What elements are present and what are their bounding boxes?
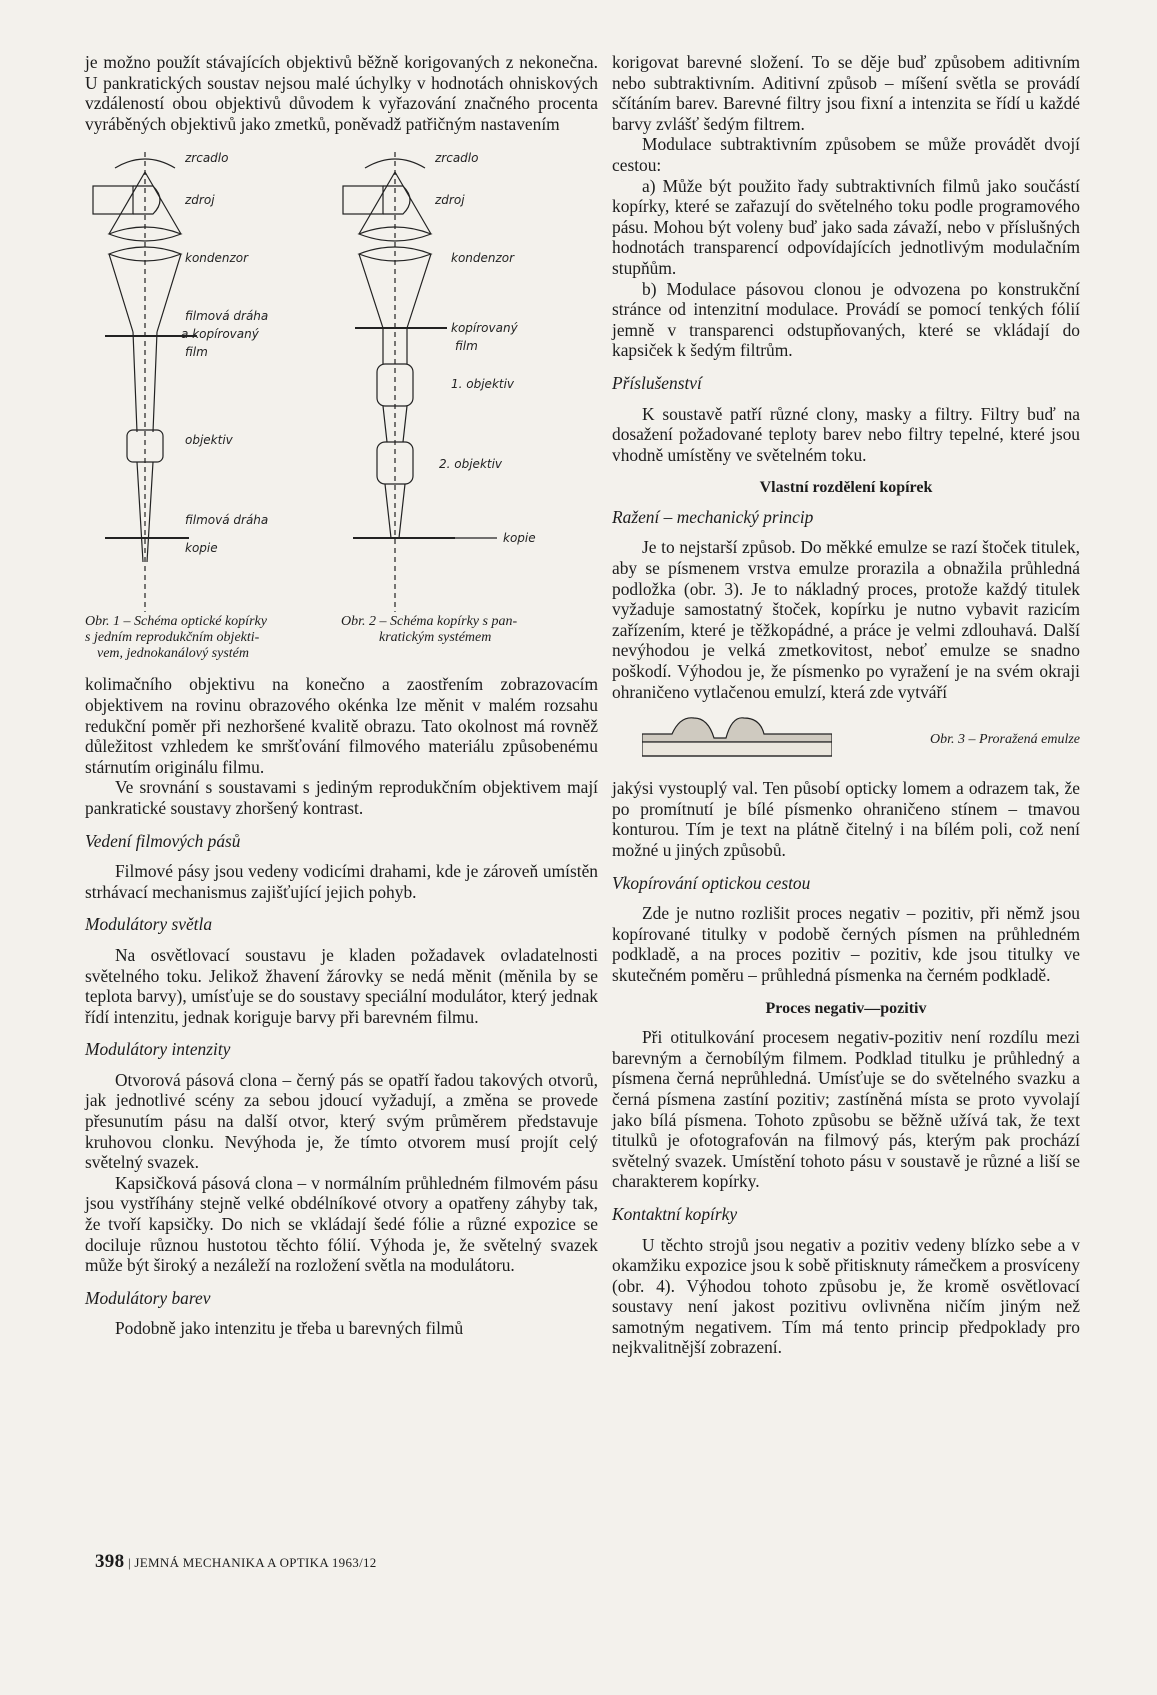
right-column <box>612 52 1080 1358</box>
fig1-label-track1: filmová dráha <box>185 309 269 324</box>
paragraph-mod-svetla: Na osvětlovací soustavu je kladen požadavek ovladatelnosti světelného toku. Jelikož žhavení žárovky se nedá měnit (měnila by se teplota barvy), umísťuje se do soustavy speciální modulátor, který jednak řídí intenzitu, jednak koriguje barvy při barevném filmu. <box>85 944 598 1027</box>
paragraph-mod-barev: Podobně jako intenzitu je třeba u barevných filmů <box>115 1318 464 1339</box>
fig1-label-copy: kopie <box>185 541 218 556</box>
paragraph-continue: korigovat barevné složení. To se děje buď způsobem aditivním nebo subtraktivním. Aditivní způsob – míšení světla se provádí sčítáním barev. Barevné filtry jsou fixní a intenzita se řídí u každé barvy zvlášť šedým filtrem. <box>612 52 1080 134</box>
fig1-caption: Obr. 1 – Schéma optické kopírky s jedním reprodukčním objekti- vem, jednokanálový systém <box>85 614 267 662</box>
paragraph-b: b) Modulace pásovou clonou je odvozena po konstrukční stránce od intenzitní modulace. Provádí se pomocí tenkých fólií jemně v transparenci odstupňovaných, které se vkládají do kapsiček k šedým filtrům. <box>612 278 1080 361</box>
heading-mod-barev: Modulátory barev <box>85 1287 211 1308</box>
fig3-emulsion-profile <box>642 718 832 742</box>
heading-prislusenstvi: Příslušenství <box>612 372 702 393</box>
fig2-label-mirror: zrcadlo <box>435 151 479 166</box>
fig1-label-condenser: kondenzor <box>185 251 249 266</box>
heading-kontaktni: Kontaktní kopírky <box>612 1203 738 1224</box>
paragraph-kontaktni: U těchto strojů jsou negativ a pozitiv vedeny blízko sebe a v okamžiku expozice jsou k sobě přitisknuty rámečkem a prosvíceny (obr. 4). Výhodou tohoto způsobu je, že kromě osvětlovací soustavy není jakost pozitivu ovlivněna ničím jiným než samotným negativem. Tím má tento princip předpoklady pro nejkvalitnější zobrazení. <box>612 1234 1080 1358</box>
paragraph-mod-intenzity-2: Kapsičková pásová clona – v normálním průhledném filmovém pásu jsou vystříhány stejně velké obdélníkové otvory a opatřeny záhyby tak, že tvoří kapsičky. Do nich se vkládají šedé fólie a různé expozice se dociluje různou hustotou těchto fólií. Výhoda je, že světelný svazek může být široký a nezáleží na rozložení světla na modulátoru. <box>85 1172 598 1276</box>
paragraph-vedeni: Filmové pásy jsou vedeny vodicími drahami, kde je zároveň umístěn strhávací mechanismus zajišťující jejich pohyb. <box>85 861 598 902</box>
heading-mod-intenzity: Modulátory intenzity <box>85 1039 231 1060</box>
heading-mod-svetla: Modulátory světla <box>85 914 213 935</box>
paragraph-intro: je možno použít stávajících objektivů běžně korigovaných z nekonečna. U pankratických soustav nejsou malé úchylky v hodnotách ohniskových vzdáleností obou objektivů důvodem k vyřazování značného procenta vyráběných objektivů jako zmetků, poněvadž patřičným nastavením <box>85 52 598 134</box>
heading-vkopirovani: Vkopírování optickou cestou <box>612 872 811 893</box>
page-footer <box>95 1551 377 1573</box>
embossed-emulsion-diagram <box>642 708 832 768</box>
footer-separator: | <box>127 1555 135 1570</box>
figure-3 <box>612 708 1080 778</box>
fig2-label-condenser: kondenzor <box>451 251 515 266</box>
paragraph-mod-intenzity-1: Otvorová pásová clona – černý pás se opatří řadou takových otvorů, jak jednotlivé scény za sebou jdoucí vyžadují, a změna se provede přesunutím pásu na další otvor, který svým průměrem představuje kruhovou clonku. Nevýhoda je, že tímto otvorem musí projít celý světelný svazek. <box>85 1069 598 1173</box>
paragraph-a: a) Může být použito řady subtraktivních filmů jako součástí kopírky, které se zařazují do světelného toku podle programového pásu. Mohou být voleny buď jako sada závaží, nebo v příslušných hodnotách transparencí odpovídajících jednotlivým modulačním stupňům. <box>612 175 1080 278</box>
figures-1-2 <box>85 142 598 614</box>
fig3-base <box>642 742 832 756</box>
fig1-label-copy-track: filmová dráha <box>185 513 269 528</box>
fig1-source <box>93 186 133 214</box>
paragraph-razeni: Je to nejstarší způsob. Do měkké emulze se razí štoček titulek, aby se písmenem vrstva emulze prorazila a obnažila průhledná podložka (obr. 3). Je to nákladný proces, protože každý titulek vyžaduje samostatný štoček, kopírku je nutno vybavit razicím zařízením, které je těžkopádné, a práce je velmi zdlouhavá. Další nevýhodou je velká zmetkovitost, neboť emulze se snadno poškodí. Výhodou je, že písmenko po vyražení je na svém okraji ohraničeno vytlačenou emulzí, která zde vytváří <box>612 537 1080 702</box>
fig2-label-obj1: 1. objektiv <box>451 377 515 392</box>
paragraph-proces: Při otitulkování procesem negativ-pozitiv není rozdílu mezi barevným a černobílým filmem. Podklad titulku je průhledný a písmena černá neprůhledná. Umísťuje se do světelného svazku a černá písmena zastíní pozitiv; zastíněná místa se proto vyvolají jako bílá písmena. Tohoto způsobu se běžně užívá tak, že text titulků je ofotografován na filmový pás, kterým pak prochází světelný svazek. Umístění tohoto pásu v soustavě je různé a liší se charakterem kopírky. <box>612 1027 1080 1192</box>
paragraph-prislusenstvi: K soustavě patří různé clony, masky a filtry. Filtry buď na dosažení požadované teploty barev nebo filtry tepelné, které jsou vhodně umístěny ve světelném toku. <box>612 403 1080 465</box>
heading-proces: Proces negativ—pozitiv <box>765 999 927 1017</box>
fig2-label-copy: kopie <box>503 531 536 546</box>
paragraph-subtractive: Modulace subtraktivním způsobem se může provádět dvojí cestou: <box>612 134 1080 175</box>
fig2-source <box>343 186 383 214</box>
heading-vlastni-rozdeleni: Vlastní rozdělení kopírek <box>759 479 933 497</box>
fig2-label-film1: kopírovaný <box>451 321 518 336</box>
fig1-label-mirror: zrcadlo <box>185 151 229 166</box>
fig2-caption: Obr. 2 – Schéma kopírky s pan- kratickým systémem <box>341 614 518 646</box>
paragraph-colimation: kolimačního objektivu na konečno a zaostřením zobrazovacím objektivem na rovinu obrazového okénka lze měnit v malém rozsahu redukční poměr při nezhoršené kvalitě obrazu. Tato okolnost má rovněž důležitost vzhledem ke smršťování filmového materiálu způsobenému stárnutím originálu filmu. <box>85 674 598 777</box>
journal-name: JEMNÁ MECHANIKA A OPTIKA 1963/12 <box>134 1555 377 1570</box>
paragraph-compare: Ve srovnání s soustavami s jediným reprodukčním objektivem mají pankratické soustavy zhoršený kontrast. <box>85 777 598 818</box>
fig2-label-obj2: 2. objektiv <box>439 457 503 472</box>
fig1-label-objective: objektiv <box>185 433 233 448</box>
fig2-label-film2: film <box>455 339 478 354</box>
fig3-caption: Obr. 3 – Proražená emulze <box>930 732 1080 748</box>
page-number: 398 <box>95 1551 125 1572</box>
fig1-label-track3: film <box>185 345 208 360</box>
fig1-label-source: zdroj <box>185 193 215 208</box>
left-column <box>85 52 598 1339</box>
optical-schematic-diagrams <box>85 142 598 614</box>
paragraph-val: jakýsi vystouplý val. Ten působí opticky lomem a odrazem tak, že po promítnutí je bílé písmenko ohraničeno stínem – tmavou konturou. Tím je text na plátně čitelný i na bílém poli, což není možné u jiných způsobů. <box>612 778 1080 860</box>
paragraph-vkopirovani: Zde je nutno rozlišit proces negativ – pozitiv, při němž jsou kopírované titulky v podobě černých písmen na průhledném podkladě, a na proces pozitiv – pozitiv, kde jsou titulky ve skutečném poměru – průhledná písmenka na černém podkladě. <box>612 903 1080 985</box>
heading-vedeni: Vedení filmových pásů <box>85 830 241 851</box>
figure-captions <box>85 614 598 674</box>
heading-razeni: Ražení – mechanický princip <box>612 506 814 527</box>
fig2-label-source: zdroj <box>435 193 465 208</box>
fig1-label-track2: a kopírovaný <box>181 327 259 342</box>
